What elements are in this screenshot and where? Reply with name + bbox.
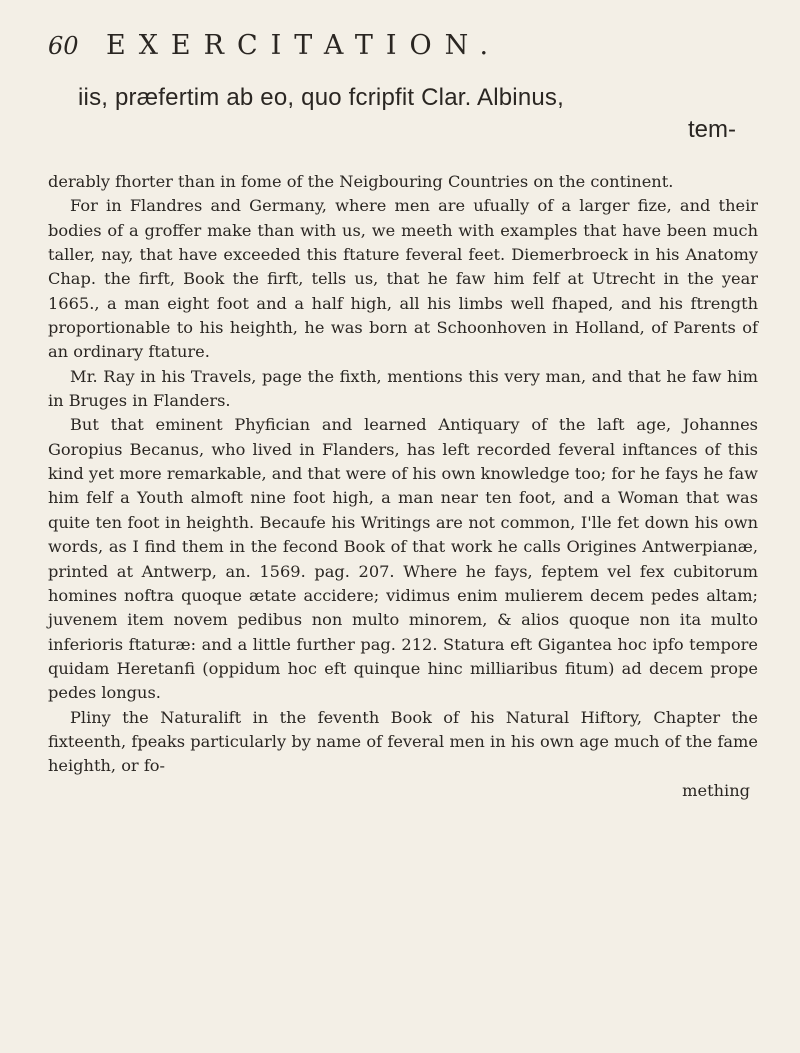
- paragraph-4: But that eminent Phyfician and learned Antiquary of the laft age, Johannes Goropius Becanus, who lived in Flanders, has left recorded feveral inftances of this kind yet more remarkable, and that were of his own knowledge too; for he fays he faw him felf a Youth almoft nine foot high, a man near ten foot, and a Woman that was quite ten foot in heighth. Becaufe his Writings are not common, I'lle fet down his own words, as I find them in the fecond Book of that work he calls Origines Antwerpianæ, printed at Antwerp, an. 1569. pag. 207. Where he fays, feptem vel fex cubitorum homines noftra quoque ætate accidere; vidimus enim mulierem decem pedes altam; juvenem item novem pedibus non multo minorem, & alios quoque non ita multo inferioris ftaturæ: and a little further pag. 212. Statura eft Gigantea hoc ipfo tempore quidam Heretanfi (oppidum hoc eft quinque hinc milliaribus fitum) ad decem prope pedes longus.: [48, 415, 758, 703]
- paragraph-1: derably fhorter than in fome of the Neigbouring Countries on the continent.: [48, 172, 674, 191]
- paragraph-3: Mr. Ray in his Travels, page the fixth, mentions this very man, and that he faw him in Bruges in Flanders.: [48, 366, 758, 411]
- page-number: 60: [48, 32, 79, 60]
- running-head: EXERCITATION.: [106, 30, 502, 61]
- top-catchword: tem-: [688, 116, 736, 143]
- paragraph-5: Pliny the Naturalift in the feventh Book of his Natural Hiftory, Chapter the fixteenth, fpeaks particularly by name of feveral men in his own age much of the fame heighth, or fo-: [48, 707, 758, 776]
- body-text: [48, 170, 758, 803]
- bottom-catchword: mething: [682, 780, 750, 800]
- paragraph-2: For in Flandres and Germany, where men are ufually of a larger fize, and their bodies of a groffer make than with us, we meeth with examples that have been much taller, nay, that have exceeded this ftature feveral feet. Diemerbroeck in his Anatomy Chap. the firft, Book the firft, tells us, that he faw him felf at Utrecht in the year 1665., a man eight foot and a half high, all his limbs well fhaped, and his ftrength proportionable to his heighth, he was born at Schoonhoven in Holland, of Parents of an ordinary ftature.: [48, 196, 758, 362]
- latin-fragment-line: iis, præfertim ab eo, quo fcripfit Clar. Albinus,: [78, 84, 565, 111]
- page-header: [48, 30, 758, 74]
